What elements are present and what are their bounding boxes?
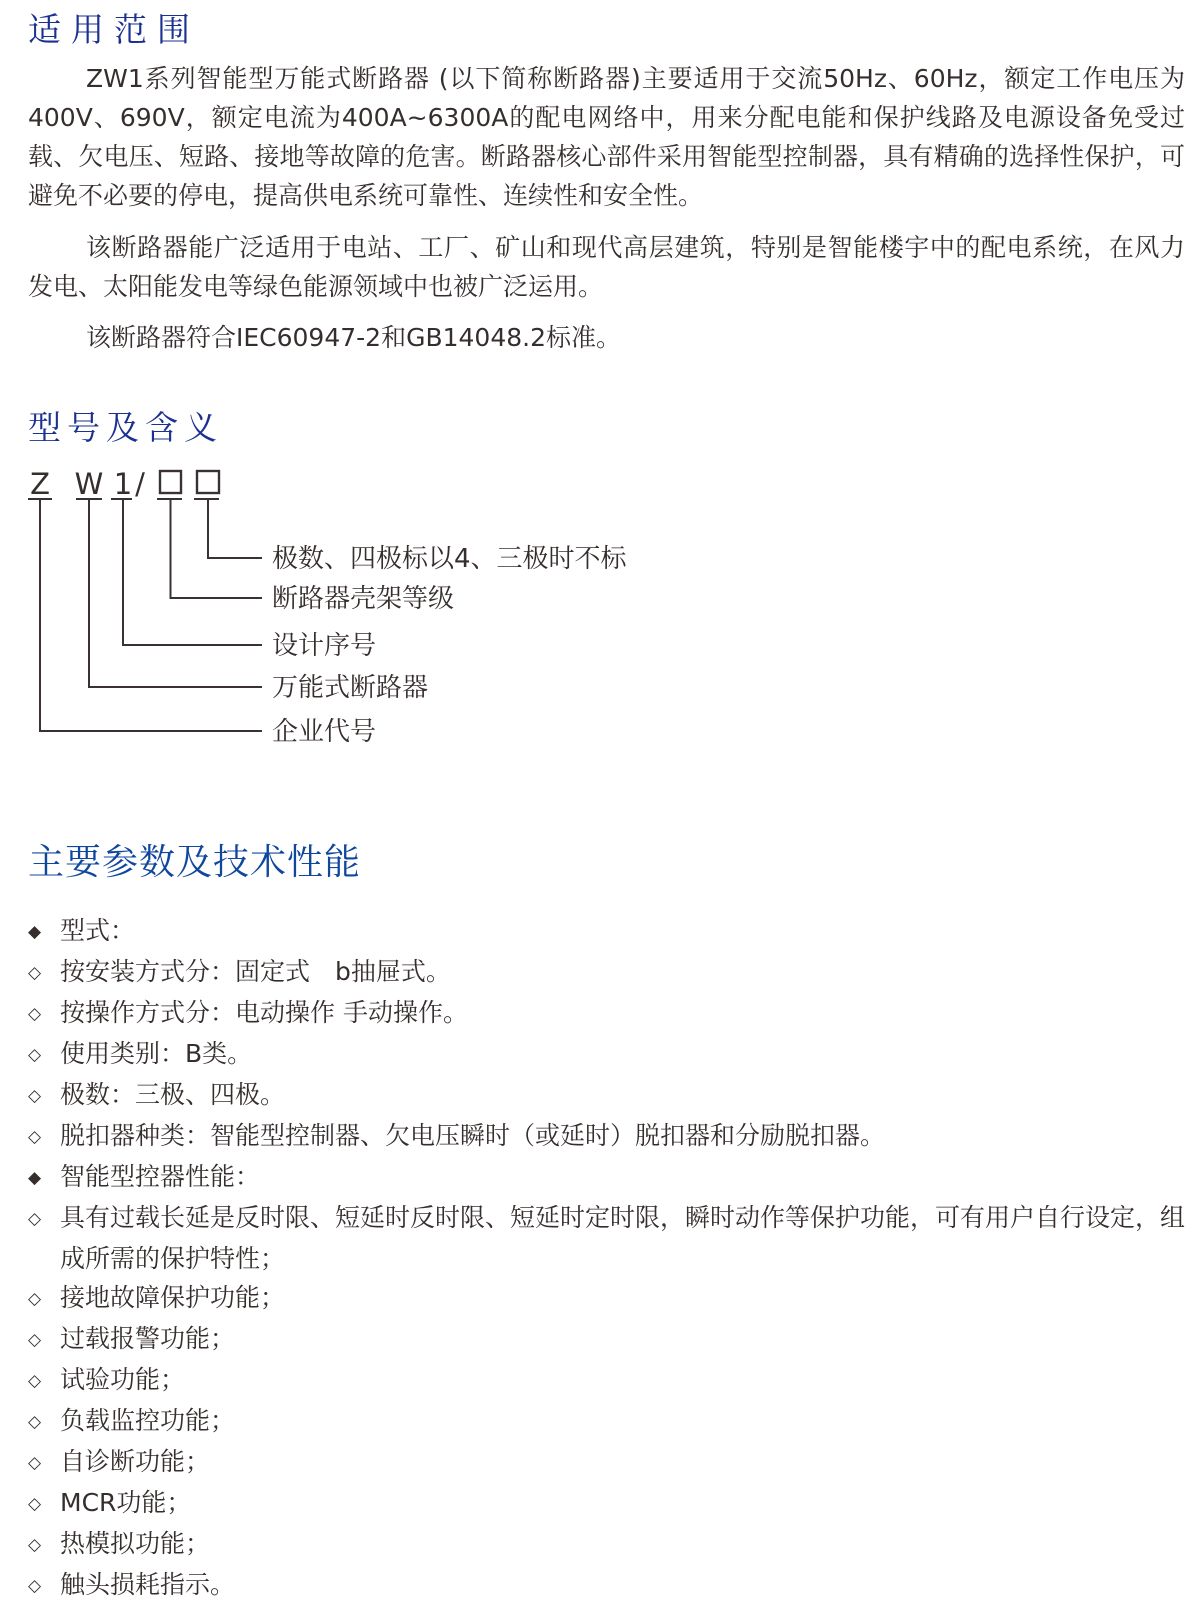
spec-item-text: 智能型控器性能： bbox=[60, 1162, 261, 1191]
scope-paragraph-3: 该断路器符合IEC60947-2和GB14048.2标准。 bbox=[86, 323, 621, 352]
model-placeholder-box-1 bbox=[160, 471, 181, 493]
section-heading-model: 型号及含义 bbox=[28, 408, 223, 447]
spec-item-text: 试验功能； bbox=[60, 1365, 186, 1394]
diamond-filled-icon: ◆ bbox=[28, 1168, 42, 1188]
section-heading-params: 主要参数及技术性能 bbox=[28, 842, 362, 883]
spec-item-text: 具有过载长延是反时限、短延时反时限、短延时定时限，瞬时动作等保护功能，可有用户自行设定，组成所需的保护特性； bbox=[60, 1203, 1186, 1273]
model-char-slash: / bbox=[135, 467, 145, 501]
spec-list-item bbox=[28, 1319, 1185, 1360]
diamond-hollow-icon: ◇ bbox=[28, 963, 42, 983]
scope-paragraph-1: ZW1系列智能型万能式断路器 (以下简称断路器)主要适用于交流50Hz、60Hz，额定工作电压为400V、690V，额定电流为400A~6300A的配电网络中，用来分配电能和保护线路及电源设备免受过载、欠电压、短路、接地等故障的危害。断路器核心部件采用智能型控制器，具有精确的选择性保护，可避免不必要的停电，提高供电系统可靠性、连续性和安全性。 bbox=[28, 64, 1185, 210]
spec-list-item bbox=[28, 1565, 1185, 1597]
spec-item-text: 热模拟功能； bbox=[60, 1529, 211, 1558]
spec-list-item bbox=[28, 1524, 1185, 1565]
spec-item-text: 脱扣器种类：智能型控制器、欠电压瞬时（或延时）脱扣器和分励脱扣器。 bbox=[60, 1121, 886, 1150]
model-label-design: 设计序号 bbox=[272, 631, 377, 661]
model-char-w: W bbox=[74, 467, 104, 501]
connector-line-design bbox=[123, 499, 262, 645]
spec-list-item bbox=[28, 911, 1185, 952]
spec-list-item bbox=[28, 1034, 1185, 1075]
spec-list-item bbox=[28, 952, 1185, 993]
spec-item-text: 按操作方式分：电动操作 手动操作。 bbox=[60, 998, 468, 1027]
connector-line-poles bbox=[208, 499, 262, 558]
spec-item-text: 极数：三极、四极。 bbox=[60, 1080, 286, 1109]
spec-item-text: 负载监控功能； bbox=[60, 1406, 236, 1435]
model-label-frame: 断路器壳架等级 bbox=[272, 584, 455, 614]
spec-item-text: 触头损耗指示。 bbox=[60, 1570, 236, 1597]
spec-list-item bbox=[28, 1442, 1185, 1483]
model-label-brand: 企业代号 bbox=[272, 717, 377, 747]
diamond-hollow-icon: ◇ bbox=[28, 1330, 42, 1350]
diamond-hollow-icon: ◇ bbox=[28, 1004, 42, 1024]
diamond-hollow-icon: ◇ bbox=[28, 1494, 42, 1514]
spec-item-text: 使用类别：B类。 bbox=[60, 1039, 253, 1068]
connector-line-brand bbox=[40, 499, 262, 731]
diamond-hollow-icon: ◇ bbox=[28, 1209, 42, 1229]
connector-line-frame bbox=[171, 499, 263, 598]
scope-paragraph-2: 该断路器能广泛适用于电站、工厂、矿山和现代高层建筑，特别是智能楼宇中的配电系统，在风力发电、太阳能发电等绿色能源领域中也被广泛运用。 bbox=[28, 233, 1185, 301]
model-char-z: Z bbox=[30, 467, 50, 501]
model-code-diagram bbox=[28, 450, 728, 762]
spec-list-item bbox=[28, 1483, 1185, 1524]
model-placeholder-box-2 bbox=[197, 471, 219, 493]
spec-list-item bbox=[28, 1401, 1185, 1442]
spec-list bbox=[28, 911, 1185, 1597]
diamond-hollow-icon: ◇ bbox=[28, 1289, 42, 1309]
spec-list-item bbox=[28, 1116, 1185, 1157]
spec-list-item bbox=[28, 1157, 1185, 1198]
diamond-hollow-icon: ◇ bbox=[28, 1453, 42, 1473]
spec-list-item bbox=[28, 993, 1185, 1034]
diamond-hollow-icon: ◇ bbox=[28, 1535, 42, 1555]
connector-line-type bbox=[89, 499, 262, 687]
spec-list-item bbox=[28, 1360, 1185, 1401]
section-heading-scope: 适用范围 bbox=[28, 10, 200, 49]
spec-item-text: 过载报警功能； bbox=[60, 1324, 236, 1353]
model-label-poles: 极数、四极标以4、三极时不标 bbox=[272, 544, 627, 574]
diamond-filled-icon: ◆ bbox=[28, 922, 42, 942]
diamond-hollow-icon: ◇ bbox=[28, 1086, 42, 1106]
model-char-1: 1 bbox=[113, 467, 133, 501]
spec-item-text: 接地故障保护功能； bbox=[60, 1283, 286, 1312]
diamond-hollow-icon: ◇ bbox=[28, 1371, 42, 1391]
spec-list-item bbox=[28, 1278, 1185, 1319]
spec-list-item bbox=[28, 1075, 1185, 1116]
model-label-type: 万能式断路器 bbox=[272, 673, 429, 703]
spec-item-text: 型式： bbox=[60, 916, 136, 945]
spec-item-text: 自诊断功能； bbox=[60, 1447, 211, 1476]
diamond-hollow-icon: ◇ bbox=[28, 1412, 42, 1432]
spec-item-text: 按安装方式分：固定式 b抽屉式。 bbox=[60, 957, 451, 986]
diamond-hollow-icon: ◇ bbox=[28, 1127, 42, 1147]
spec-item-text: MCR功能； bbox=[60, 1488, 192, 1517]
diamond-hollow-icon: ◇ bbox=[28, 1576, 42, 1596]
diamond-hollow-icon: ◇ bbox=[28, 1045, 42, 1065]
spec-list-item bbox=[28, 1198, 1185, 1278]
